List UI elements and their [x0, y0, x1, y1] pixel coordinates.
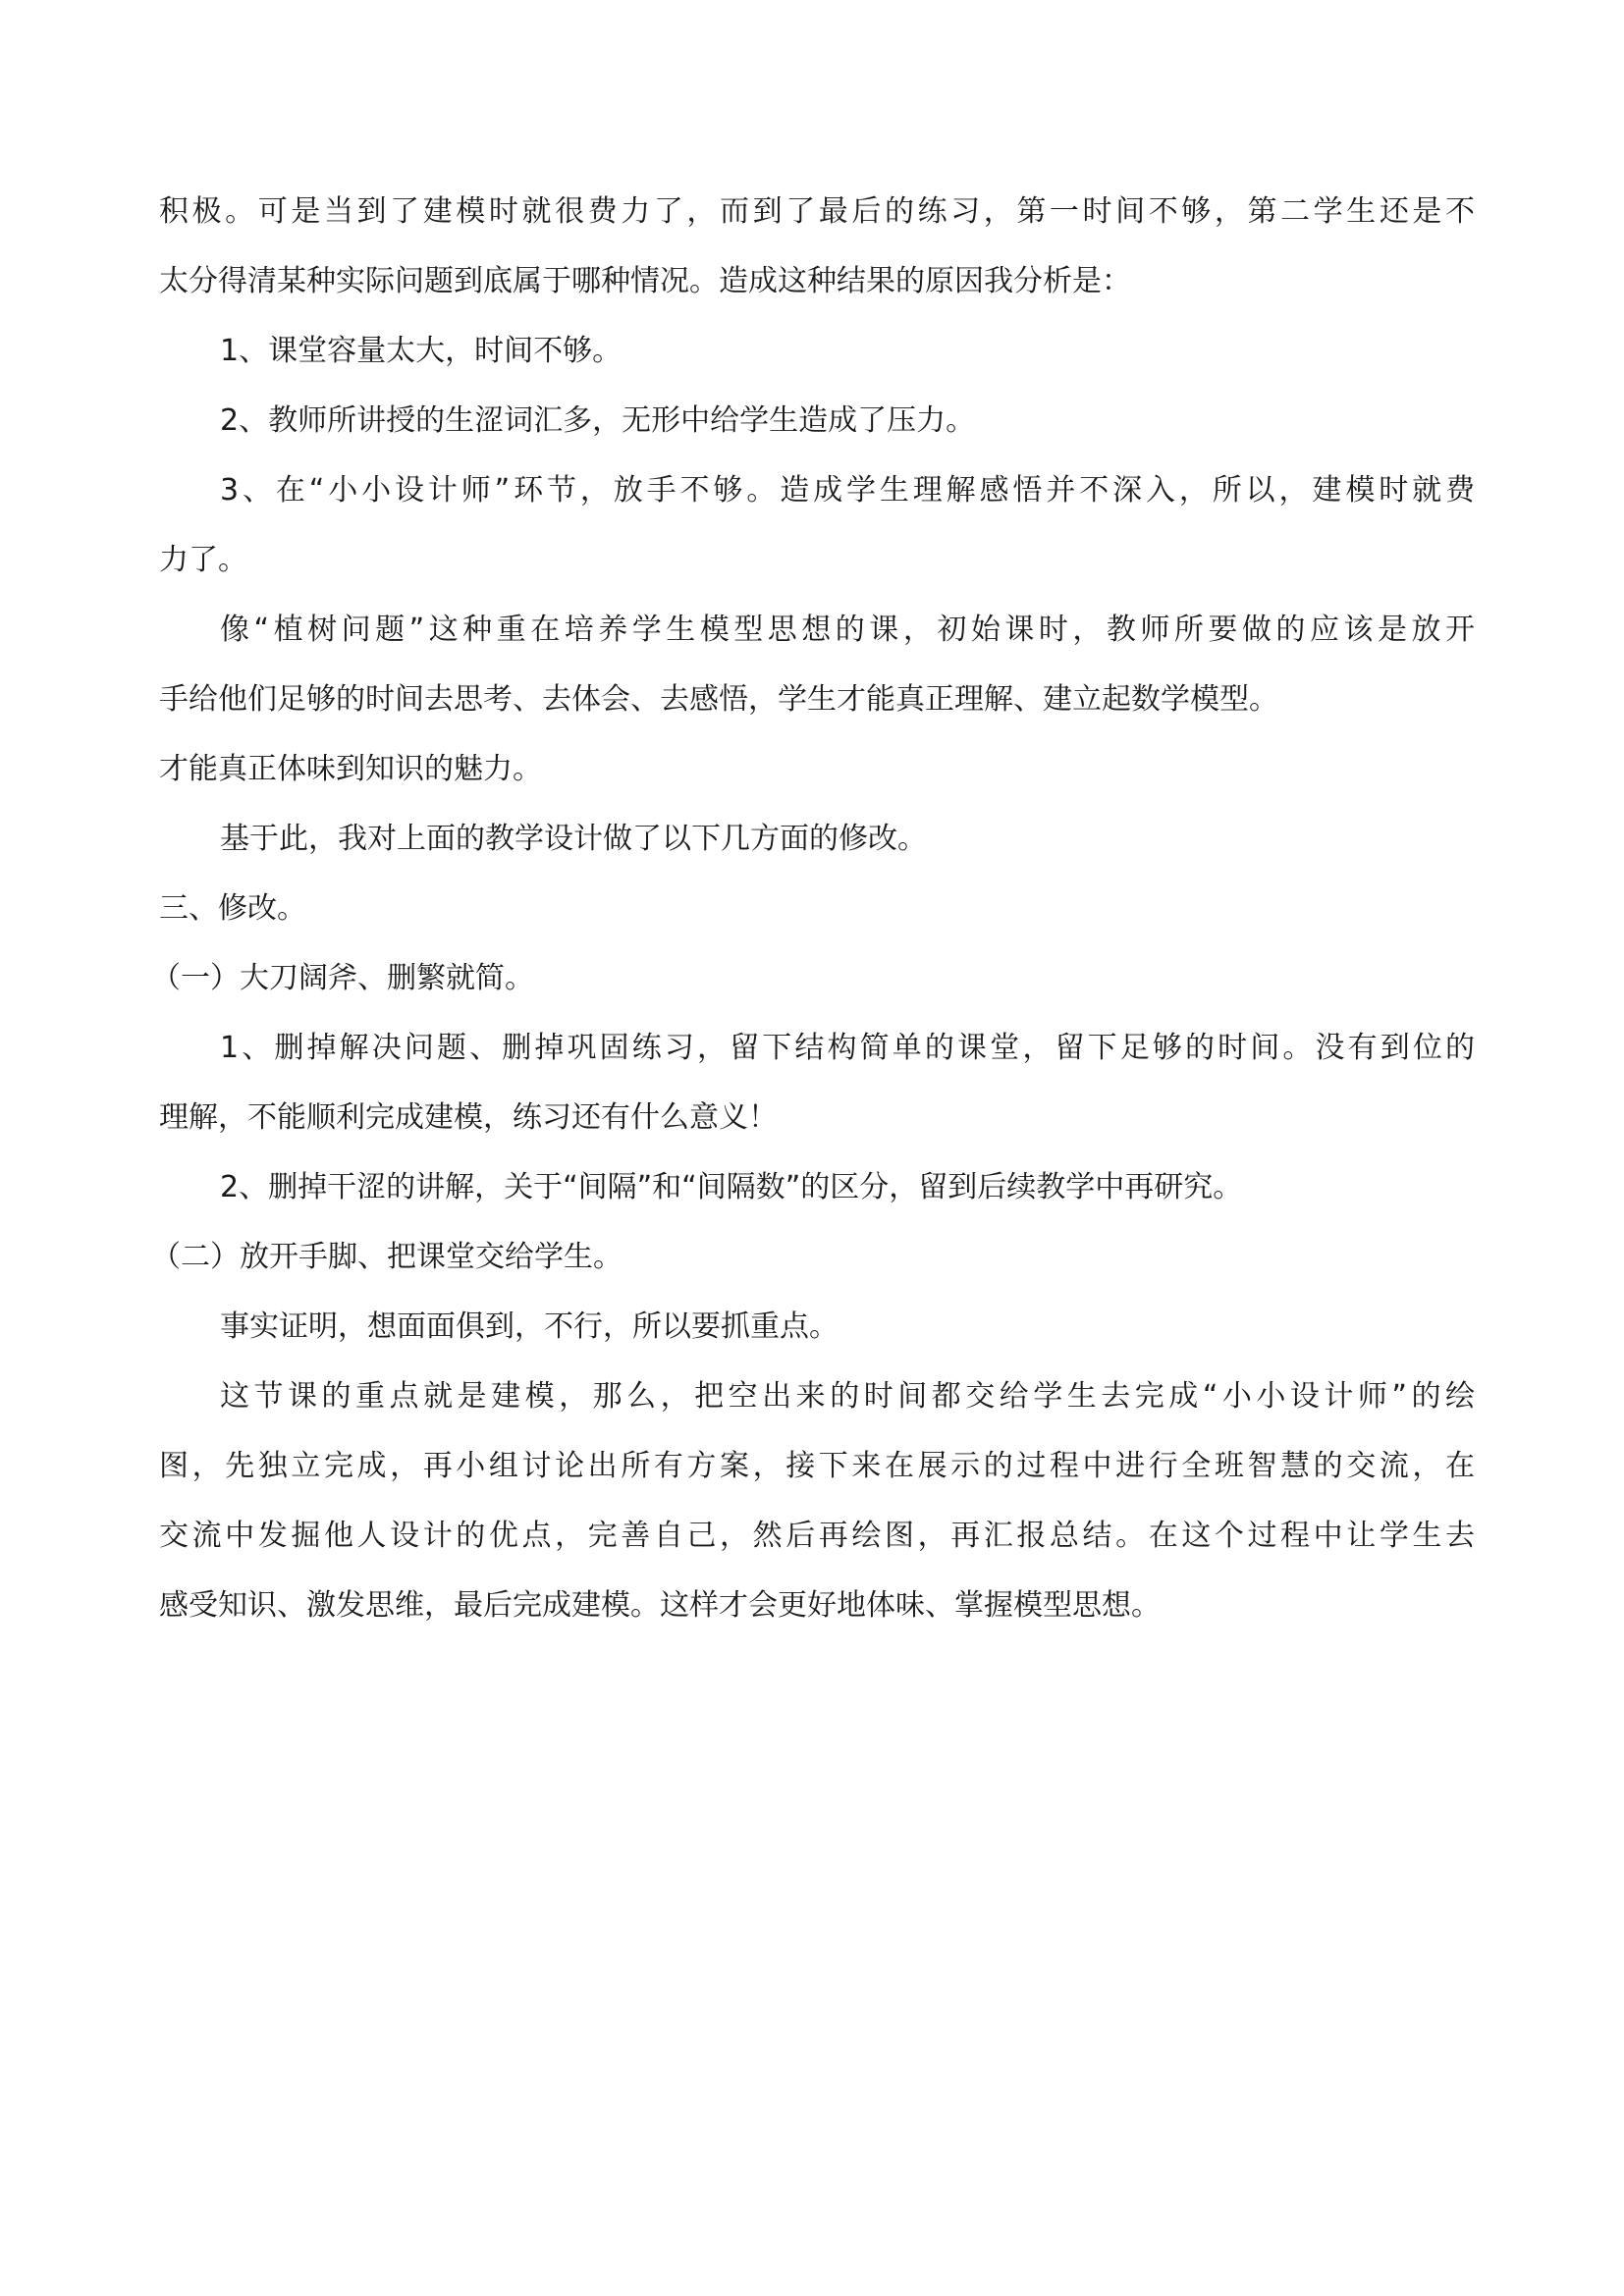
paragraph-line: 事实证明，想面面俱到，不行，所以要抓重点。	[220, 1309, 839, 1344]
paragraph-line: 理解，不能顺利完成建模，练习还有什么意义！	[159, 1100, 778, 1135]
list-item: 3、在“小小设计师”环节，放手不够。造成学生理解感悟并不深入，所以，建模时就费	[220, 473, 1475, 507]
paragraph-line: 太分得清某种实际问题到底属于哪种情况。造成这种结果的原因我分析是：	[159, 264, 1131, 298]
paragraph-line: 手给他们足够的时间去思考、去体会、去感悟，学生才能真正理解、建立起数学模型。	[159, 682, 1278, 717]
paragraph-line: 力了。	[159, 543, 247, 577]
paragraph-line: 这节课的重点就是建模，那么，把空出来的时间都交给学生去完成“小小设计师”的绘	[220, 1379, 1475, 1414]
paragraph-line: 像“植树问题”这种重在培养学生模型思想的课，初始课时，教师所要做的应该是放开	[220, 613, 1475, 647]
list-item: 1、删掉解决问题、删掉巩固练习，留下结构简单的课堂，留下足够的时间。没有到位的	[220, 1031, 1475, 1065]
section-heading: 三、修改。	[159, 891, 306, 926]
list-item: 1、课堂容量太大，时间不够。	[220, 334, 623, 368]
paragraph-line: 图，先独立完成，再小组讨论出所有方案，接下来在展示的过程中进行全班智慧的交流，在	[159, 1449, 1475, 1483]
subsection-heading: （一）大刀阔斧、删繁就简。	[151, 961, 534, 995]
paragraph-line: 基于此，我对上面的教学设计做了以下几方面的修改。	[220, 822, 927, 856]
paragraph-line: 积极。可是当到了建模时就很费力了，而到了最后的练习，第一时间不够，第二学生还是不	[159, 194, 1475, 229]
paragraph-line: 感受知识、激发思维，最后完成建模。这样才会更好地体味、掌握模型思想。	[159, 1588, 1161, 1623]
paragraph-line: 交流中发掘他人设计的优点，完善自己，然后再绘图，再汇报总结。在这个过程中让学生去	[159, 1519, 1475, 1553]
subsection-heading: （二）放开手脚、把课堂交给学生。	[151, 1240, 623, 1274]
document-body	[151, 177, 1475, 1640]
paragraph-line: 才能真正体味到知识的魅力。	[159, 752, 542, 786]
list-item: 2、删掉干涩的讲解，关于“间隔”和“间隔数”的区分，留到后续教学中再研究。	[220, 1170, 1243, 1204]
list-item: 2、教师所讲授的生涩词汇多，无形中给学生造成了压力。	[220, 403, 976, 438]
